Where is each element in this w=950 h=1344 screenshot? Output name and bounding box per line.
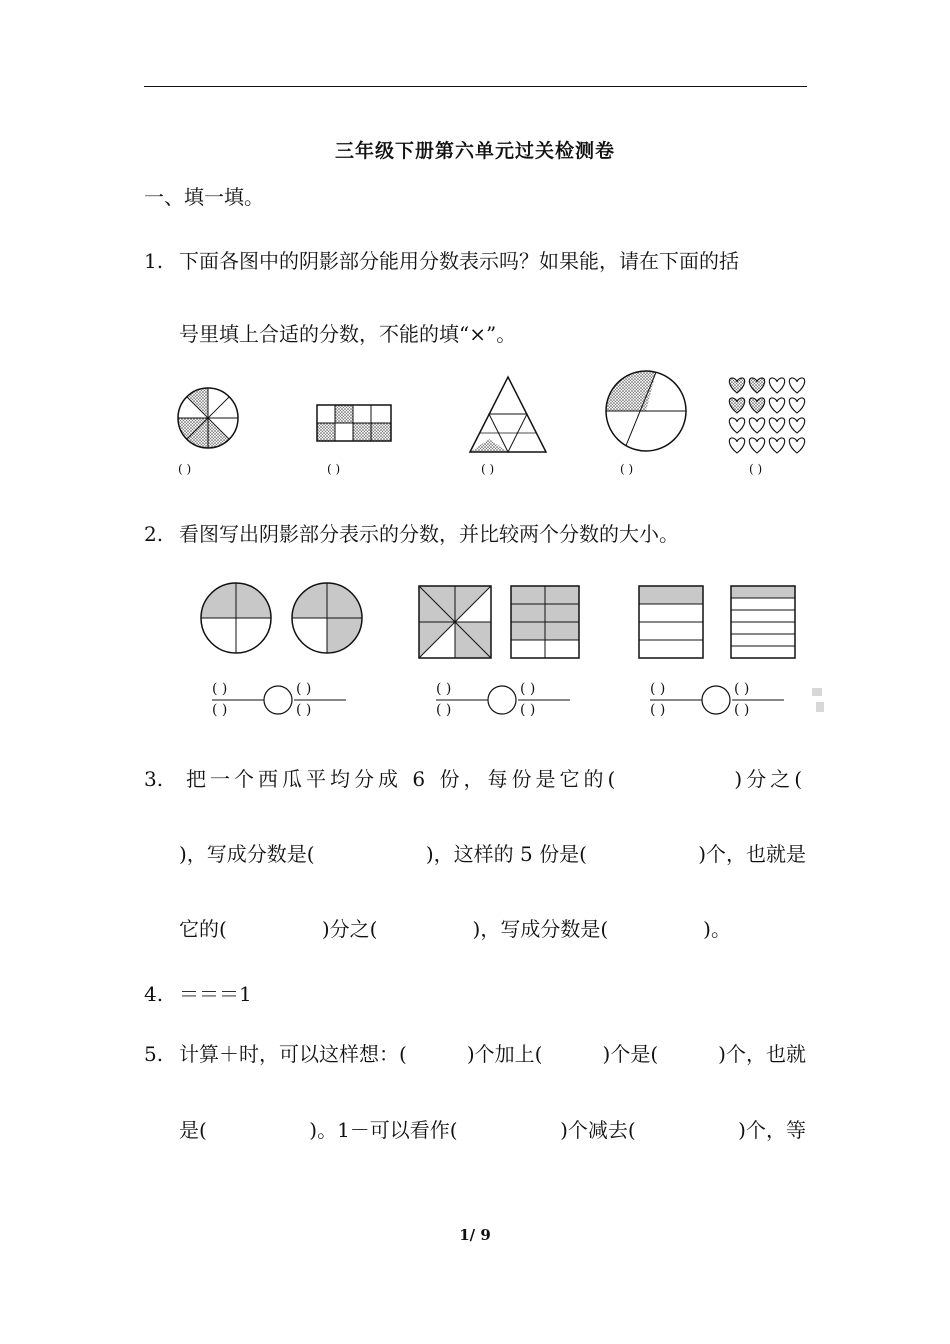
heart-icon <box>749 398 764 413</box>
q5-l1-c: )个是( <box>602 1042 659 1066</box>
q1-answer-2[interactable]: ( ) <box>327 462 341 476</box>
q2-frac-2b-num[interactable]: ( ) <box>520 681 536 697</box>
q5-l1-d: )个，也就 <box>718 1042 806 1066</box>
q2-compare-1 <box>212 686 346 714</box>
heart-icon <box>789 438 804 453</box>
q3-l1-a: 把一个西瓜平均分成 6 份，每份是它的( <box>186 767 620 791</box>
q3-l1-b: )分之( <box>734 767 806 791</box>
q1-answer-4[interactable]: ( ) <box>620 462 634 476</box>
heart-icon <box>789 418 804 433</box>
q2-frac-3b-den[interactable]: ( ) <box>734 702 750 718</box>
heart-icon <box>789 378 804 393</box>
q2-frac-3a-den[interactable]: ( ) <box>650 702 666 718</box>
q5-l2-c: )个减去( <box>560 1118 636 1142</box>
q3-l2-a: )，写成分数是( <box>179 842 315 866</box>
q2-square-eighths <box>419 586 491 658</box>
q1-number: 1. <box>144 249 164 273</box>
heart-icon <box>769 398 784 413</box>
q3-line1 <box>186 765 806 793</box>
heart-icon <box>729 378 744 393</box>
q3-l3-d: )。 <box>703 917 731 941</box>
q2-frac-1b-num[interactable]: ( ) <box>296 681 312 697</box>
q3-l3-a: 它的( <box>179 917 227 941</box>
heart-icon <box>789 398 804 413</box>
q3-l2-c: )个，也就是 <box>698 842 806 866</box>
heart-icon <box>749 418 764 433</box>
q2-text: 看图写出阴影部分表示的分数，并比较两个分数的大小。 <box>179 522 679 546</box>
figure-rect-grid <box>317 405 391 441</box>
figure-circle-uneven <box>606 371 686 451</box>
heart-icon <box>749 378 764 393</box>
q2-number: 2. <box>144 522 164 546</box>
section-heading: 一、填一填。 <box>144 185 264 209</box>
q3-l3-b: )分之( <box>321 917 378 941</box>
q1-answer-3[interactable]: ( ) <box>481 462 495 476</box>
q3-l2-b: )，这样的 5 份是( <box>425 842 587 866</box>
q2-frac-2b-den[interactable]: ( ) <box>520 702 536 718</box>
heart-icon <box>729 398 744 413</box>
heart-icon <box>769 378 784 393</box>
q5-l1-b: )个加上( <box>466 1042 543 1066</box>
q5-l1-a: 计算＋时，可以这样想：( <box>179 1042 407 1066</box>
figure-hearts <box>729 378 804 453</box>
page-number: 1/ 9 <box>459 1226 491 1244</box>
q5-l2-d: )个，等 <box>738 1118 806 1142</box>
heart-icon <box>729 418 744 433</box>
q2-rect-fifths <box>639 586 703 658</box>
q2-circle-b <box>292 583 362 653</box>
figure-circle-eighths <box>178 388 238 448</box>
q5-number: 5. <box>144 1042 164 1066</box>
q2-frac-2a-num[interactable]: ( ) <box>436 681 452 697</box>
q2-frac-1b-den[interactable]: ( ) <box>296 702 312 718</box>
q3-line3 <box>179 915 731 943</box>
q5-line1 <box>179 1040 806 1068</box>
q5-line2 <box>179 1116 806 1144</box>
q2-compare-3 <box>650 686 784 714</box>
figure-triangle <box>470 377 546 452</box>
heart-icon <box>749 438 764 453</box>
q1-text-line1: 下面各图中的阴影部分能用分数表示吗？如果能，请在下面的括 <box>179 249 739 273</box>
q3-number: 3. <box>144 767 164 791</box>
q2-frac-3b-num[interactable]: ( ) <box>734 681 750 697</box>
q2-rect-sixths <box>731 586 795 658</box>
page-title: 三年级下册第六单元过关检测卷 <box>334 140 615 162</box>
q2-frac-2a-den[interactable]: ( ) <box>436 702 452 718</box>
heart-icon <box>729 438 744 453</box>
q2-circle-a <box>201 583 271 653</box>
q2-frac-1a-den[interactable]: ( ) <box>212 702 228 718</box>
q4-number: 4. <box>144 982 164 1006</box>
q2-grid-rect <box>511 586 579 658</box>
heart-icon <box>769 418 784 433</box>
q3-l3-c: )，写成分数是( <box>472 917 609 941</box>
q3-line2 <box>179 840 806 868</box>
q5-l2-b: )。1－可以看作( <box>309 1118 458 1142</box>
q1-answer-5[interactable]: ( ) <box>749 462 763 476</box>
heart-icon <box>769 438 784 453</box>
q1-answer-1[interactable]: ( ) <box>178 462 192 476</box>
q1-figures <box>0 365 950 485</box>
q4-text: ＝＝＝1 <box>179 982 252 1006</box>
q2-figures <box>0 570 950 730</box>
q5-l2-a: 是( <box>179 1118 207 1142</box>
q2-compare-2 <box>436 686 570 714</box>
header-rule <box>144 86 807 87</box>
q1-text-line2: 号里填上合适的分数，不能的填“×”。 <box>179 322 517 346</box>
q2-frac-1a-num[interactable]: ( ) <box>212 681 228 697</box>
q2-frac-3a-num[interactable]: ( ) <box>650 681 666 697</box>
